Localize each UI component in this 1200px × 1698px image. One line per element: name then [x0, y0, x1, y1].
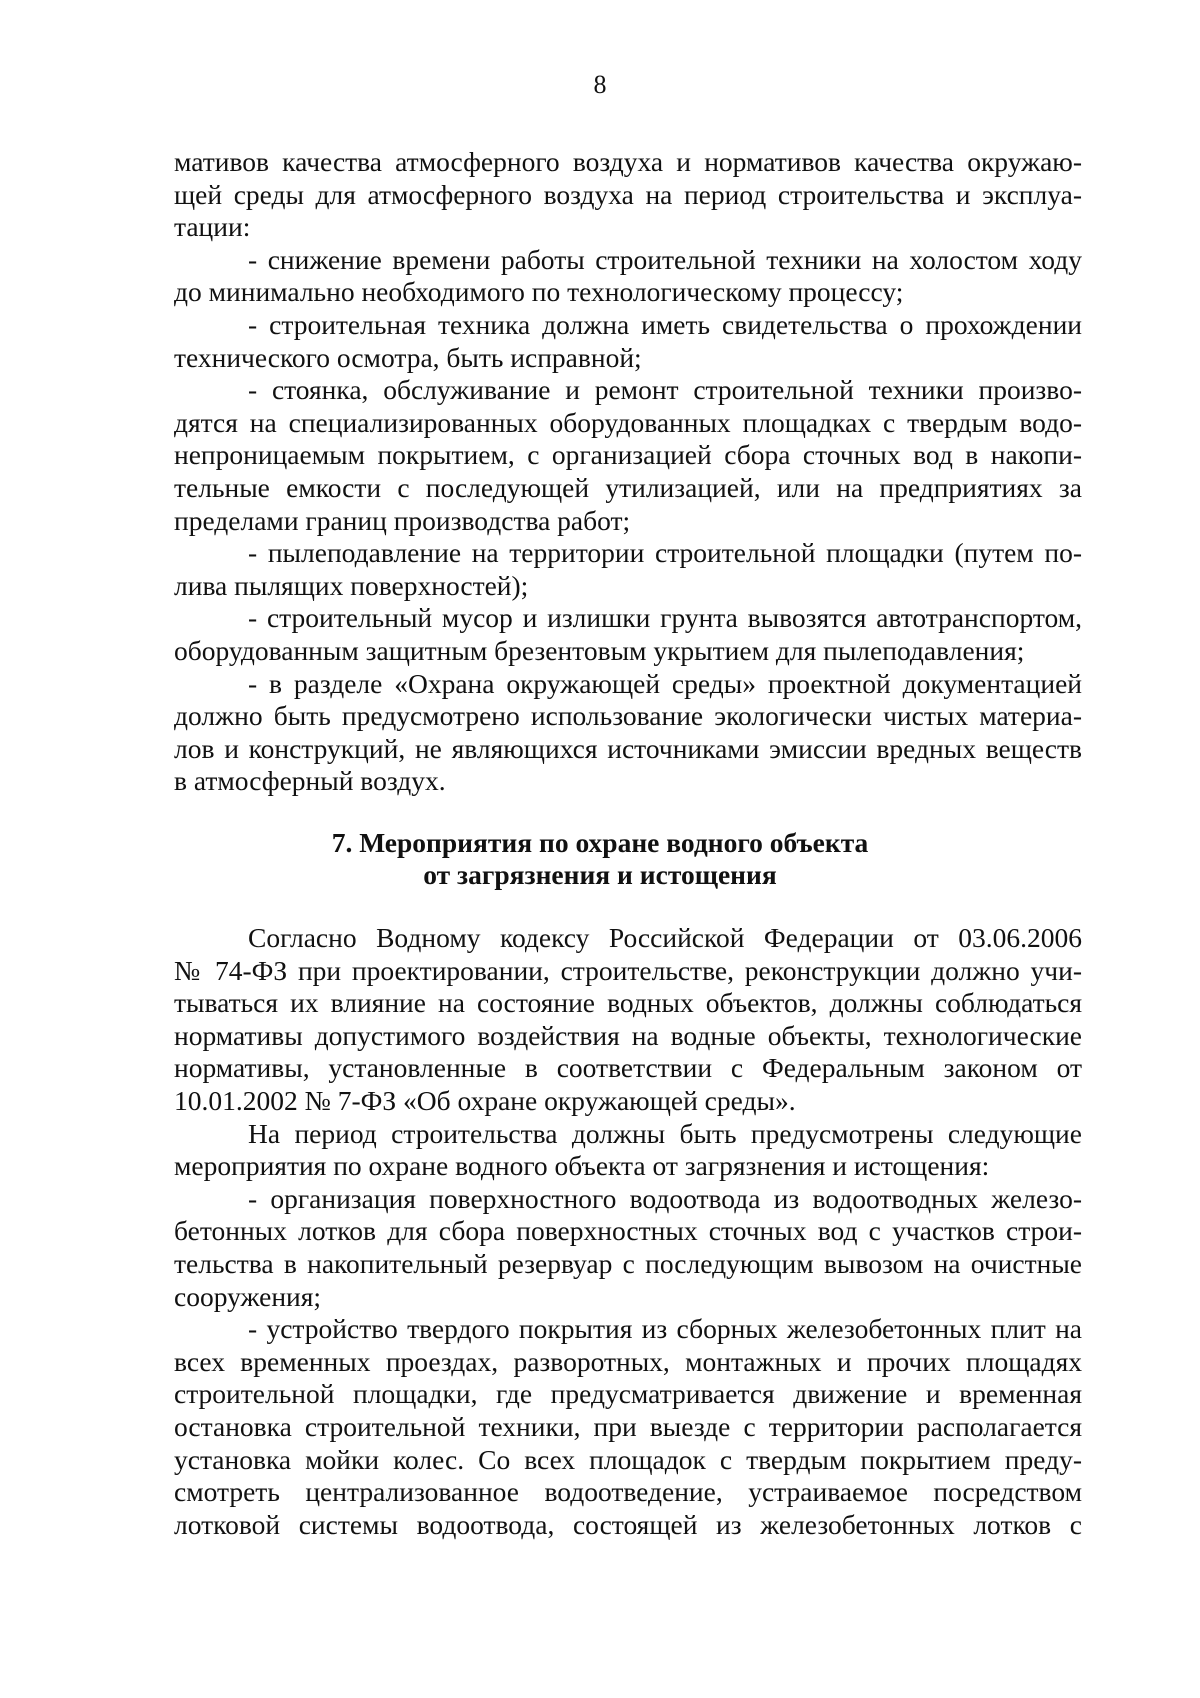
- text-line: тельства в накопительный резервуар с последующим вывозом на очистные: [174, 1247, 1082, 1279]
- text-line: всех временных проездах, разворотных, монтажных и прочих площадях: [174, 1345, 1082, 1377]
- text-line: нормативы допустимого воздействия на водные объекты, технологические: [174, 1019, 1082, 1051]
- text-line: - стоянка, обслуживание и ремонт строительной техники произво-: [248, 374, 1082, 406]
- text-line: - в разделе «Охрана окружающей среды» проектной документацией: [248, 667, 1082, 699]
- text-line: сооружения;: [174, 1280, 322, 1312]
- text-line: технического осмотра, быть исправной;: [174, 341, 642, 373]
- text-line: - пылеподавление на территории строительной площадки (путем по-: [248, 537, 1082, 569]
- text-line: 10.01.2002 № 7-ФЗ «Об охране окружающей среды».: [174, 1084, 796, 1116]
- text-line: оборудованным защитным брезентовым укрытием для пылеподавления;: [174, 634, 1025, 666]
- text-line: остановка строительной техники, при выезде с территории располагается: [174, 1410, 1082, 1442]
- text-line: пределами границ производства работ;: [174, 504, 631, 536]
- text-line: дятся на специализированных оборудованных площадках с твердым водо-: [174, 406, 1082, 438]
- text-line: установка мойки колес. Со всех площадок с твердым покрытием преду-: [174, 1443, 1082, 1475]
- text-line: лотковой системы водоотвода, состоящей из железобетонных лотков с: [174, 1508, 1082, 1540]
- text-line: - устройство твердого покрытия из сборных железобетонных плит на: [248, 1313, 1082, 1345]
- section-heading: [0, 827, 1200, 891]
- paragraph-block-water-measures: [174, 922, 1082, 1541]
- text-line: щей среды для атмосферного воздуха на период строительства и эксплуа-: [174, 178, 1082, 210]
- text-line: тельные емкости с последующей утилизацией, или на предприятиях за: [174, 471, 1082, 503]
- text-line: Согласно Водному кодексу Российской Федерации от 03.06.2006: [248, 922, 1082, 953]
- paragraph-block-air-measures: [174, 146, 1082, 798]
- text-line: строительной площадки, где предусматривается движение и временная: [174, 1378, 1082, 1410]
- text-line: лива пылящих поверхностей);: [174, 569, 529, 601]
- text-line: нормативы, установленные в соответствии с Федеральным законом от: [174, 1052, 1082, 1084]
- text-line: до минимально необходимого по технологическому процессу;: [174, 276, 904, 308]
- text-line: смотреть централизованное водоотведение, устраиваемое посредством: [174, 1476, 1082, 1508]
- text-line: непроницаемым покрытием, с организацией сбора сточных вод в накопи-: [174, 439, 1082, 471]
- text-line: - строительный мусор и излишки грунта вывозятся автотранспортом,: [248, 602, 1082, 634]
- text-line: На период строительства должны быть предусмотрены следующие: [248, 1117, 1082, 1149]
- text-line: лов и конструкций, не являющихся источниками эмиссии вредных веществ: [174, 732, 1082, 764]
- text-line: мероприятия по охране водного объекта от загрязнения и истощения:: [174, 1150, 990, 1182]
- text-line: мативов качества атмосферного воздуха и нормативов качества окружаю-: [174, 146, 1082, 177]
- text-line: в атмосферный воздух.: [174, 765, 446, 797]
- page-number: 8: [593, 70, 607, 99]
- text-line: - строительная техника должна иметь свидетельства о прохождении: [248, 308, 1082, 340]
- section-heading-line-1: 7. Мероприятия по охране водного объекта: [331, 827, 869, 858]
- text-line: тываться их влияние на состояние водных объектов, должны соблюдаться: [174, 987, 1082, 1019]
- text-line: - снижение времени работы строительной техники на холостом ходу: [248, 243, 1082, 275]
- text-line: тации:: [174, 211, 251, 243]
- text-line: должно быть предусмотрено использование экологически чистых материа-: [174, 700, 1082, 732]
- text-line: бетонных лотков для сбора поверхностных сточных вод с участков строи-: [174, 1215, 1082, 1247]
- text-line: - организация поверхностного водоотвода из водоотводных железо-: [248, 1182, 1082, 1214]
- text-line: № 74-ФЗ при проектировании, строительстве, реконструкции должно учи-: [174, 954, 1082, 986]
- section-heading-line-2: от загрязнения и истощения: [423, 859, 777, 890]
